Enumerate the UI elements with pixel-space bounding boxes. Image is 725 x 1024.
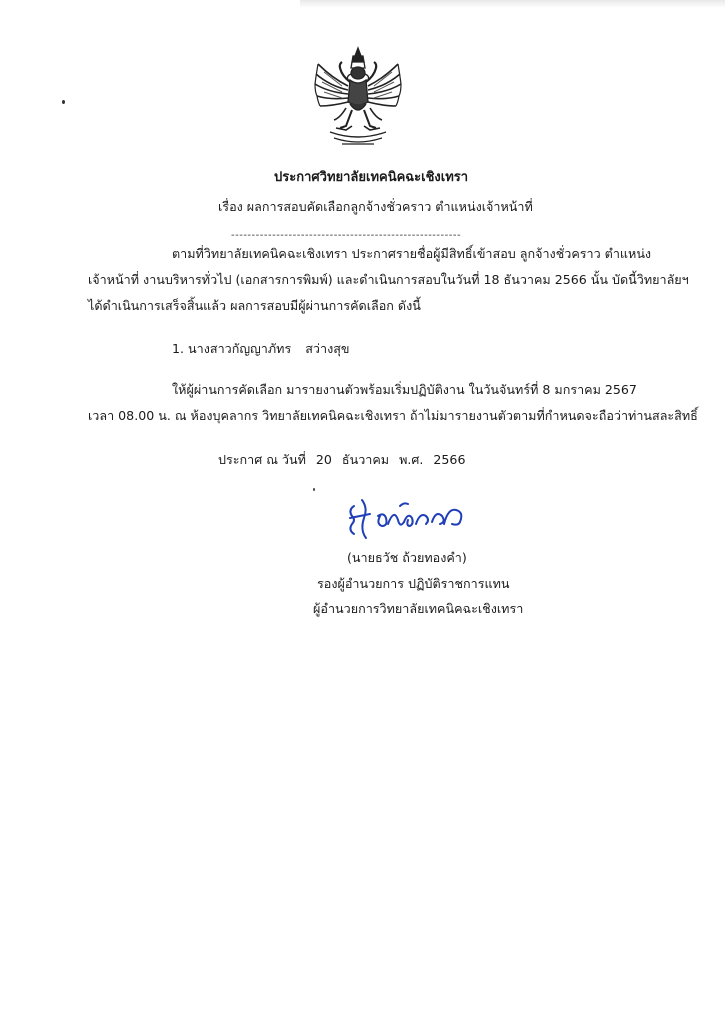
signer-position: ผู้อำนวยการวิทยาลัยเทคนิคฉะเชิงเทรา — [313, 601, 524, 616]
signer-position: รองผู้อำนวยการ ปฏิบัติราชการแทน — [317, 576, 510, 591]
paragraph-line: ให้ผู้ผ่านการคัดเลือก มารายงานตัวพร้อมเริ่มปฏิบัติงาน ในวันจันทร์ที่ 8 มกราคม 2567 — [172, 382, 637, 397]
garuda-emblem-icon — [312, 46, 404, 150]
announce-year: 2566 — [433, 452, 466, 467]
announcement-subject: เรื่อง ผลการสอบคัดเลือกลูกจ้างชั่วคราว ตำแหน่งเจ้าหน้าที่ — [218, 199, 533, 214]
signer-name: (นายธวัช ถ้วยทองคำ) — [347, 550, 467, 565]
announce-label: ประกาศ ณ วันที่ — [218, 452, 306, 467]
handwritten-signature — [340, 494, 480, 542]
paragraph-line: ตามที่วิทยาลัยเทคนิคฉะเชิงเทรา ประกาศรายชื่อผู้มีสิทธิ์เข้าสอบ ลูกจ้างชั่วคราว ตำแหน่ง — [172, 246, 652, 261]
paragraph-line: เวลา 08.00 น. ณ ห้องบุคลากร วิทยาลัยเทคนิคฉะเชิงเทรา ถ้าไม่มารายงานตัวตามที่กำหนดจะถือว่าท่านสละสิทธิ์ — [88, 408, 698, 423]
scan-edge-shadow — [300, 0, 725, 8]
announcement-title: ประกาศวิทยาลัยเทคนิคฉะเชิงเทรา — [274, 170, 469, 185]
list-item-name: นางสาวกัญญาภัทร — [188, 341, 292, 356]
scan-speck — [313, 488, 315, 491]
announce-date — [218, 452, 465, 468]
paragraph-line: ได้ดำเนินการเสร็จสิ้นแล้ว ผลการสอบมีผู้ผ่านการคัดเลือก ดังนี้ — [88, 298, 421, 313]
announce-month: ธันวาคม — [341, 452, 390, 467]
scan-speck — [62, 100, 65, 104]
list-item-number: 1. — [172, 341, 185, 356]
announce-era: พ.ศ. — [399, 452, 424, 467]
list-item — [172, 341, 350, 357]
list-item-surname: สว่างสุข — [305, 341, 350, 356]
separator-line: -------------------------------------------------------- — [231, 230, 462, 241]
announce-day: 20 — [315, 452, 332, 467]
paragraph-line: เจ้าหน้าที่ งานบริหารทั่วไป (เอกสารการพิมพ์) และดำเนินการสอบในวันที่ 18 ธันวาคม 2566 นั้น บัดนี้วิทยาลัยฯ — [88, 272, 689, 287]
